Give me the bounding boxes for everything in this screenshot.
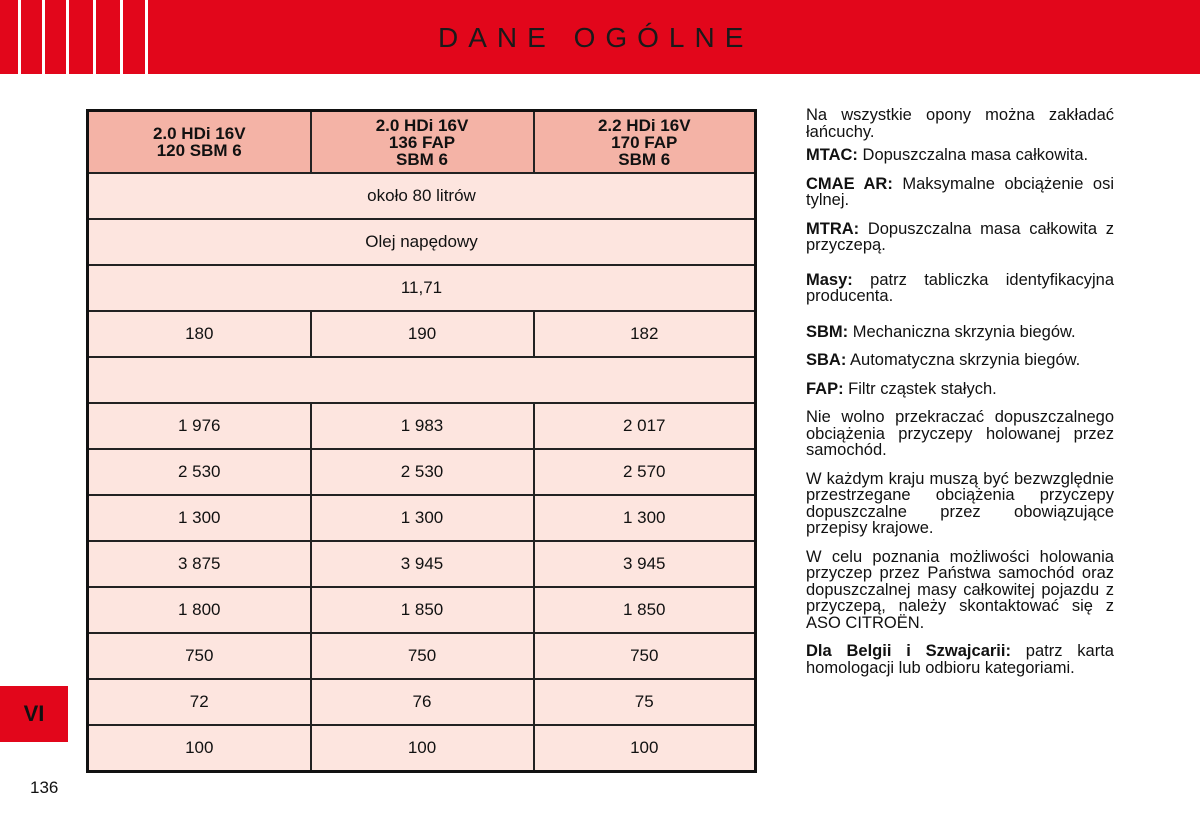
note-paragraph [806,643,1114,676]
note-text: W każdym kraju muszą być bezwzględnie przestrzegane obciążenia przyczepy dopuszczalne przez obowiązujące przepisy krajowe. [806,469,1114,537]
note-label: Masy: [806,270,853,289]
table-row [88,679,756,725]
note-text: Nie wolno przekraczać dopuszczalnego obciążenia przyczepy holowanej przez samochód. [806,408,1114,459]
note-paragraph [806,324,1114,341]
table-cell: 2 017 [534,403,756,449]
table-cell: 3 945 [534,541,756,587]
note-text: Dopuszczalna masa całkowita z przyczepą. [806,219,1114,254]
column-header-line: 120 SBM 6 [156,141,242,160]
note-paragraph [806,409,1114,459]
note-paragraph [806,107,1114,140]
column-header-line: 136 FAP [388,132,456,152]
table-cell: około 80 litrów [88,173,756,219]
column-header-line: SBM 6 [618,149,671,169]
table-cell: 750 [88,633,311,679]
header-stripe [18,0,21,74]
table-cell: 3 875 [88,541,311,587]
specs-table [86,109,757,773]
table-row [88,219,756,265]
table-cell: 1 983 [311,403,534,449]
page-number: 136 [30,778,59,797]
note-text: patrz karta homologacji lub odbioru kategoriami. [806,642,1114,677]
column-header-line: 170 FAP [611,132,678,152]
note-label: MTRA: [806,219,860,238]
table-cell: 100 [88,725,311,772]
table-row [88,265,756,311]
table-cell: 11,71 [88,265,756,311]
note-label: SBM: [806,322,849,341]
table-cell: 1 300 [88,495,311,541]
table-cell: 1 800 [88,587,311,633]
note-paragraph [806,381,1114,398]
column-header-line: 2.0 HDi 16V [152,124,246,143]
table-cell: 182 [534,311,756,357]
note-label: FAP: [806,379,844,398]
header-stripe [93,0,96,74]
table-row [88,173,756,219]
page-title: DANE OGÓLNE [438,22,754,53]
note-paragraph [806,352,1114,369]
table-cell: 75 [534,679,756,725]
table-row [88,587,756,633]
column-header [88,111,311,174]
header-band [0,0,1200,74]
table-cell: 1 976 [88,403,311,449]
table-cell: 1 300 [311,495,534,541]
table-cell: 1 850 [311,587,534,633]
note-text: W celu poznania możliwości holowania przyczep przez Państwa samochód oraz dopuszczalnej masy całkowitej pojazdu z przyczepą, należy skontaktować się z ASO CITROËN. [806,547,1114,632]
column-header [311,111,534,174]
note-label: CMAE AR: [806,174,893,193]
table-cell: 2 530 [88,449,311,495]
table-cell: Olej napędowy [88,219,756,265]
note-text: Automatyczna skrzynia biegów. [846,351,1081,369]
table-cell: 180 [88,311,311,357]
note-text: Filtr cząstek stałych. [843,379,997,398]
header-stripe [120,0,123,74]
table-cell: 1 300 [534,495,756,541]
table-row [88,541,756,587]
table-cell: 100 [534,725,756,772]
table-row [88,633,756,679]
table-header-row [88,111,756,174]
table-cell: 2 570 [534,449,756,495]
note-text: Dopuszczalna masa całkowita. [857,146,1089,164]
note-text: Na wszystkie opony można zakładać łańcuchy. [806,106,1114,141]
table-cell: 3 945 [311,541,534,587]
table-cell: 76 [311,679,534,725]
column-header-line: 2.0 HDi 16V [375,115,469,135]
note-label: Dla Belgii i Szwajcarii: [806,642,1011,660]
note-label: SBA: [806,351,847,369]
table-cell: 72 [88,679,311,725]
notes-column [806,107,1114,676]
note-label: MTAC: [806,146,858,164]
chapter-tab: VI [0,686,68,742]
note-paragraph [806,549,1114,632]
header-stripe [42,0,45,74]
note-text: Maksymalne obciążenie osi tylnej. [806,174,1114,209]
table-cell-empty [88,357,756,403]
table-cell: 190 [311,311,534,357]
table-row [88,311,756,357]
note-paragraph [806,221,1114,254]
table-cell: 100 [311,725,534,772]
column-header-line: SBM 6 [396,149,448,169]
header-stripe [66,0,69,74]
note-paragraph [806,176,1114,209]
header-stripe [145,0,148,74]
table-row [88,495,756,541]
note-text: Mechaniczna skrzynia biegów. [848,322,1076,341]
table-row [88,725,756,772]
table-cell: 2 530 [311,449,534,495]
note-paragraph [806,272,1114,305]
table-row [88,357,756,403]
column-header [534,111,756,174]
note-paragraph [806,471,1114,537]
table-cell: 750 [534,633,756,679]
note-paragraph [806,147,1114,164]
table-row [88,403,756,449]
table-cell: 1 850 [534,587,756,633]
table-cell: 750 [311,633,534,679]
column-header-line: 2.2 HDi 16V [597,115,691,135]
note-text: patrz tabliczka identyfikacyjna producenta. [806,270,1114,305]
table-row [88,449,756,495]
